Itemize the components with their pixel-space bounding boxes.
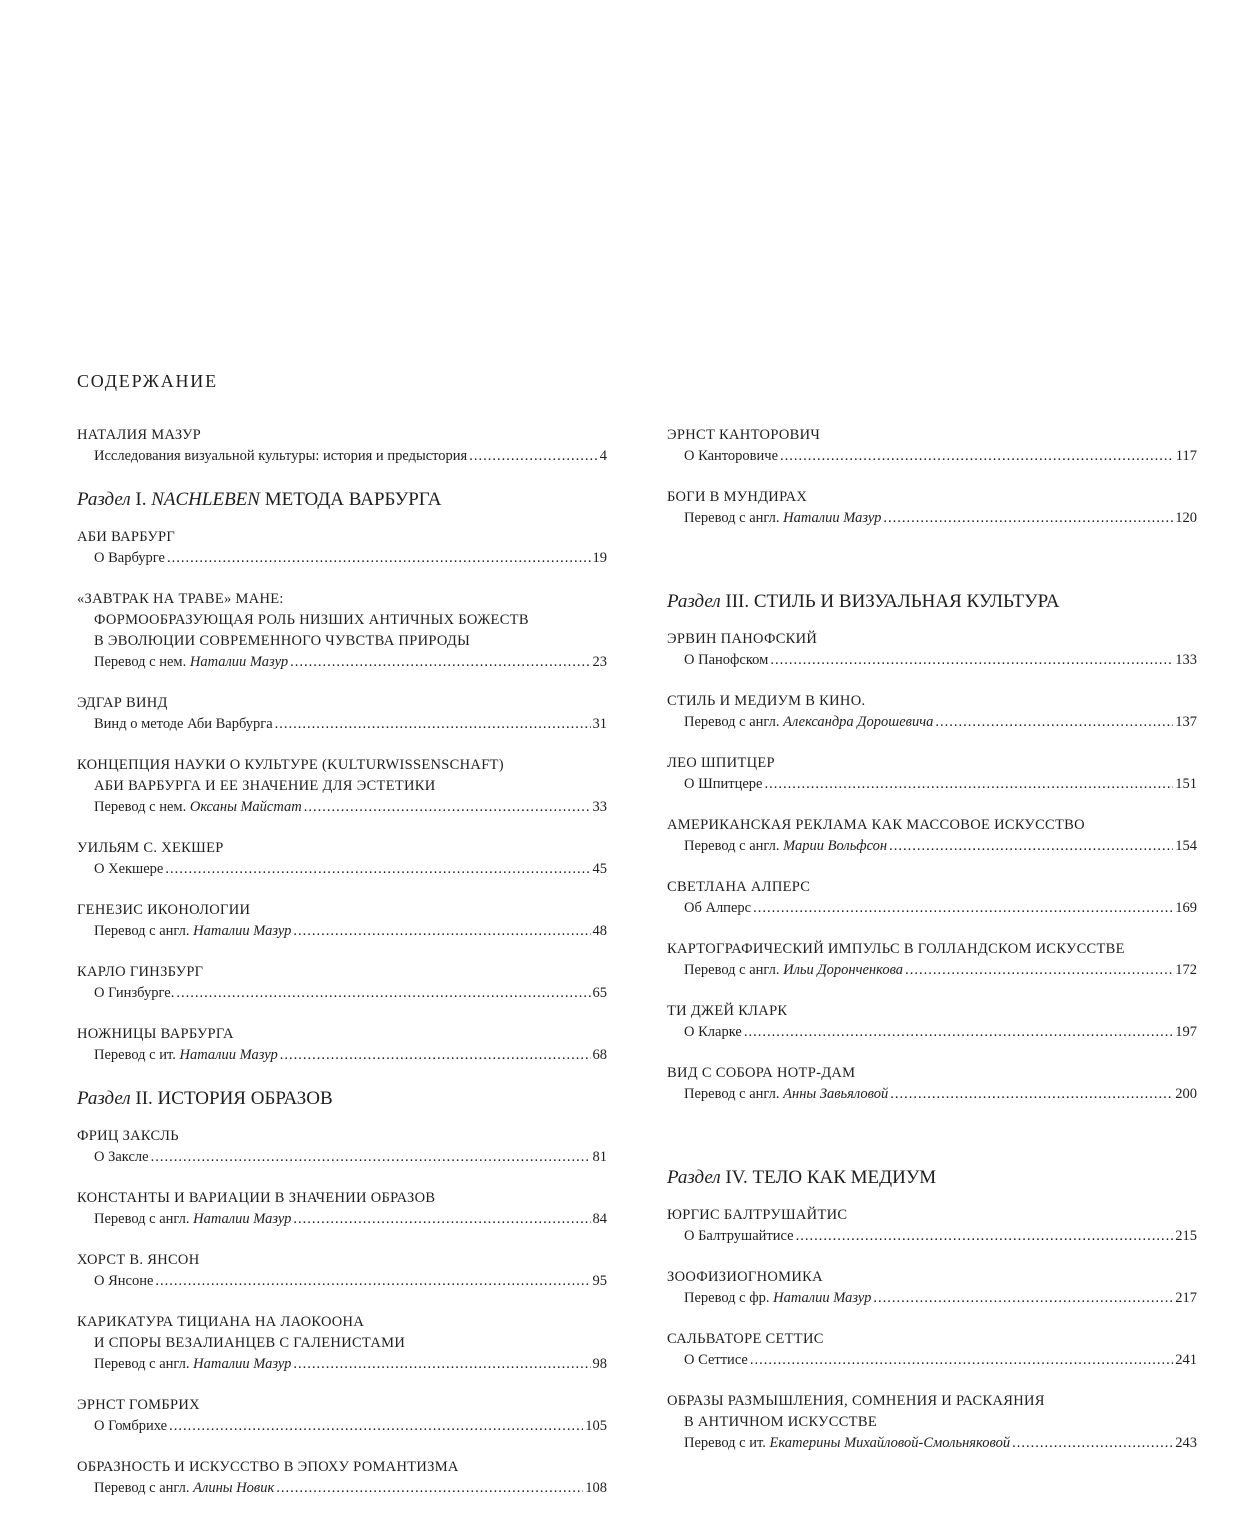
entry-heading: СТИЛЬ И МЕДИУМ В КИНО.	[667, 693, 866, 709]
entry-heading: КОНСТАНТЫ И ВАРИАЦИИ В ЗНАЧЕНИИ ОБРАЗОВ	[77, 1190, 436, 1206]
entry-title: О Сеттисе	[684, 1352, 748, 1368]
column-gap	[667, 549, 1197, 585]
section-heading-3	[667, 589, 1197, 615]
entry-title: Перевод с англ. Александра Дорошевича	[684, 714, 934, 730]
entry-title: Об Алперс	[684, 900, 752, 916]
translator: Алины Новик	[193, 1480, 275, 1496]
leader-dots	[293, 1209, 590, 1230]
toc-entry-intro	[77, 425, 607, 467]
entry-title: Перевод с ит. Наталии Мазур	[94, 1047, 278, 1063]
toc-line[interactable]	[667, 1288, 1197, 1309]
section-term: NACHLEBEN	[151, 489, 260, 510]
page-number: 81	[592, 1149, 607, 1165]
toc-entry	[667, 487, 1197, 529]
toc-entry	[77, 755, 607, 818]
section-heading-1	[77, 487, 607, 513]
entry-title: О Хекшере	[94, 861, 164, 877]
entry-heading: КАРИКАТУРА ТИЦИАНА НА ЛАОКООНА	[77, 1314, 365, 1330]
entry-heading: КОНЦЕПЦИЯ НАУКИ О КУЛЬТУРЕ (KULTURWISSENSCHAFT)	[77, 757, 504, 773]
leader-dots	[935, 712, 1173, 733]
entry-title: Перевод с ит. Екатерины Михайловой-Смольняковой	[684, 1435, 1011, 1451]
page-number: 48	[592, 923, 607, 939]
page-number: 98	[592, 1356, 607, 1372]
toc-line[interactable]	[77, 1478, 607, 1499]
entry-heading: АБИ ВАРБУРГ	[77, 529, 176, 545]
page-number: 133	[1175, 652, 1197, 668]
entry-title: О Гомбрихе	[94, 1418, 168, 1434]
page-number: 33	[592, 799, 607, 815]
toc-entry	[667, 1063, 1197, 1105]
section-heading-2	[77, 1086, 607, 1112]
entry-title: Перевод с англ. Алины Новик	[94, 1480, 275, 1496]
toc-right-column	[667, 425, 1197, 1474]
toc-line[interactable]	[77, 1354, 607, 1375]
entry-title: Перевод с англ. Анны Завьяловой	[684, 1086, 889, 1102]
entry-heading: ГЕНЕЗИС ИКОНОЛОГИИ	[77, 902, 251, 918]
entry-heading: БОГИ В МУНДИРАХ	[667, 489, 808, 505]
entry-heading: ФОРМООБРАЗУЮЩАЯ РОЛЬ НИЗШИХ АНТИЧНЫХ БОЖЕСТВ	[94, 612, 529, 628]
translator: Анны Завьяловой	[783, 1086, 889, 1102]
toc-line[interactable]	[77, 1271, 607, 1292]
leader-dots	[890, 1084, 1173, 1105]
entry-heading: СВЕТЛАНА АЛПЕРС	[667, 879, 811, 895]
entry-heading: В ЭВОЛЮЦИИ СОВРЕМЕННОГО ЧУВСТВА ПРИРОДЫ	[94, 633, 471, 649]
section-name: ИСТОРИЯ ОБРАЗОВ	[157, 1088, 333, 1109]
toc-entry	[77, 1457, 607, 1499]
page-number: 19	[592, 550, 607, 566]
leader-dots	[469, 446, 598, 467]
toc-entry	[77, 693, 607, 735]
toc-line[interactable]	[77, 1416, 607, 1437]
toc-line[interactable]	[77, 1147, 607, 1168]
toc-line[interactable]	[667, 774, 1197, 795]
entry-heading: ЭРНСТ ГОМБРИХ	[77, 1397, 200, 1413]
leader-dots	[293, 921, 590, 942]
entry-heading: НОЖНИЦЫ ВАРБУРГА	[77, 1026, 234, 1042]
section-heading-4	[667, 1165, 1197, 1191]
page-number: 65	[592, 985, 607, 1001]
toc-line[interactable]	[667, 1226, 1197, 1247]
translator: Наталии Мазур	[193, 1356, 292, 1372]
entry-title: Перевод с англ. Наталии Мазур	[94, 1211, 292, 1227]
translator: Екатерины Михайловой-Смольняковой	[769, 1435, 1011, 1451]
page-number: 68	[592, 1047, 607, 1063]
translator: Наталии Мазур	[179, 1047, 278, 1063]
toc-entry	[667, 1329, 1197, 1371]
leader-dots	[275, 714, 591, 735]
page-number: 215	[1175, 1228, 1197, 1244]
entry-heading: И СПОРЫ ВЕЗАЛИАНЦЕВ С ГАЛЕНИСТАМИ	[94, 1335, 406, 1351]
translator: Оксаны Майстат	[189, 799, 302, 815]
toc-line[interactable]	[667, 508, 1197, 529]
leader-dots	[744, 1022, 1173, 1043]
page-number: 243	[1175, 1435, 1197, 1451]
section-name: ТЕЛО КАК МЕДИУМ	[752, 1167, 937, 1188]
entry-heading: «ЗАВТРАК НА ТРАВЕ» МАНЕ:	[77, 591, 284, 607]
toc-entry	[667, 691, 1197, 733]
leader-dots	[873, 1288, 1173, 1309]
leader-dots	[905, 960, 1173, 981]
leader-dots	[780, 446, 1174, 467]
entry-heading: ЛЕО ШПИТЦЕР	[667, 755, 775, 771]
toc-line[interactable]	[77, 652, 607, 673]
entry-title: О Заксле	[94, 1149, 149, 1165]
section-number: II.	[135, 1088, 153, 1109]
translator: Марии Вольфсон	[783, 838, 888, 854]
page-number: 217	[1175, 1290, 1197, 1306]
section-label: Раздел	[77, 1088, 131, 1109]
toc-line[interactable]	[77, 983, 607, 1004]
toc-entry	[667, 629, 1197, 671]
toc-entry	[77, 1126, 607, 1168]
toc-line[interactable]	[667, 960, 1197, 981]
toc-line[interactable]	[667, 1022, 1197, 1043]
toc-line[interactable]	[667, 650, 1197, 671]
section-label: Раздел	[667, 1167, 721, 1188]
leader-dots	[293, 1354, 590, 1375]
entry-heading: ЗООФИЗИОГНОМИКА	[667, 1269, 823, 1285]
toc-entry	[77, 1312, 607, 1375]
entry-title: О Панофском	[684, 652, 769, 668]
entry-heading: АМЕРИКАНСКАЯ РЕКЛАМА КАК МАССОВОЕ ИСКУССТВО	[667, 817, 1085, 833]
page-number: 241	[1175, 1352, 1197, 1368]
translator: Наталии Мазур	[193, 1211, 292, 1227]
leader-dots	[883, 508, 1173, 529]
entry-heading: КАРТОГРАФИЧЕСКИЙ ИМПУЛЬС В ГОЛЛАНДСКОМ ИСКУССТВЕ	[667, 941, 1125, 957]
leader-dots	[796, 1226, 1174, 1247]
leader-dots	[176, 983, 590, 1004]
page-number: 137	[1175, 714, 1197, 730]
toc-line[interactable]	[667, 446, 1197, 467]
section-name: СТИЛЬ И ВИЗУАЛЬНАЯ КУЛЬТУРА	[753, 591, 1060, 612]
leader-dots	[770, 650, 1173, 671]
section-number: III.	[725, 591, 750, 612]
toc-line[interactable]	[667, 1433, 1197, 1454]
entry-heading: САЛЬВАТОРЕ СЕТТИС	[667, 1331, 824, 1347]
column-gap	[667, 1125, 1197, 1161]
page-number: 172	[1175, 962, 1197, 978]
entry-heading: ОБРАЗЫ РАЗМЫШЛЕНИЯ, СОМНЕНИЯ И РАСКАЯНИЯ	[667, 1393, 1045, 1409]
toc-line[interactable]	[77, 548, 607, 569]
page-number: 200	[1175, 1086, 1197, 1102]
section-name: МЕТОДА ВАРБУРГА	[264, 489, 442, 510]
entry-heading: ЭРВИН ПАНОФСКИЙ	[667, 631, 818, 647]
toc-entry	[667, 877, 1197, 919]
leader-dots	[889, 836, 1173, 857]
page-number: 105	[585, 1418, 607, 1434]
section-label: Раздел	[77, 489, 131, 510]
toc-line[interactable]	[77, 921, 607, 942]
leader-dots	[276, 1478, 583, 1499]
toc-entry	[667, 753, 1197, 795]
entry-heading: В АНТИЧНОМ ИСКУССТВЕ	[684, 1414, 877, 1430]
leader-dots	[151, 1147, 591, 1168]
leader-dots	[165, 859, 590, 880]
page-number: 45	[592, 861, 607, 877]
page-title: СОДЕРЖАНИЕ	[77, 371, 218, 391]
entry-title: О Варбурге	[94, 550, 165, 566]
page-number: 120	[1175, 510, 1197, 526]
toc-entry	[77, 900, 607, 942]
page-number: 151	[1175, 776, 1197, 792]
toc-line[interactable]	[77, 1045, 607, 1066]
entry-title: Перевод с англ. Наталии Мазур	[684, 510, 882, 526]
toc-line[interactable]	[77, 714, 607, 735]
toc-entry	[667, 1267, 1197, 1309]
page-number: 31	[592, 716, 607, 732]
translator: Наталии Мазур	[773, 1290, 872, 1306]
translator: Александра Дорошевича	[783, 714, 934, 730]
entry-heading: ХОРСТ В. ЯНСОН	[77, 1252, 200, 1268]
toc-entry	[77, 527, 607, 569]
entry-title: Перевод с англ. Ильи Доронченкова	[684, 962, 904, 978]
entry-title: О Шпитцере	[684, 776, 763, 792]
entry-title: Перевод с нем. Оксаны Майстат	[94, 799, 302, 815]
section-label: Раздел	[667, 591, 721, 612]
section-number: IV.	[725, 1167, 748, 1188]
leader-dots	[290, 652, 590, 673]
entry-title: О Янсоне	[94, 1273, 154, 1289]
translator: Ильи Доронченкова	[783, 962, 904, 978]
toc-entry	[77, 1024, 607, 1066]
entry-title: Перевод с англ. Наталии Мазур	[94, 923, 292, 939]
section-number: I.	[135, 489, 147, 510]
leader-dots	[753, 898, 1173, 919]
entry-heading: ФРИЦ ЗАКСЛЬ	[77, 1128, 179, 1144]
toc-line[interactable]	[77, 1209, 607, 1230]
leader-dots	[167, 548, 591, 569]
entry-heading: ВИД С СОБОРА НОТР-ДАМ	[667, 1065, 856, 1081]
toc-line[interactable]	[667, 898, 1197, 919]
toc-entry	[667, 815, 1197, 857]
toc-entry	[667, 425, 1197, 467]
entry-heading: ЭДГАР ВИНД	[77, 695, 168, 711]
page-number: 23	[592, 654, 607, 670]
entry-title: О Гинзбурге.	[94, 985, 175, 1001]
page-number: 154	[1175, 838, 1197, 854]
entry-heading: УИЛЬЯМ С. ХЕКШЕР	[77, 840, 224, 856]
entry-heading: ОБРАЗНОСТЬ И ИСКУССТВО В ЭПОХУ РОМАНТИЗМА	[77, 1459, 459, 1475]
toc-line[interactable]	[667, 1350, 1197, 1371]
entry-title: Перевод с фр. Наталии Мазур	[684, 1290, 872, 1306]
toc-entry	[667, 1391, 1197, 1454]
entry-heading: ЮРГИС БАЛТРУШАЙТИС	[667, 1207, 848, 1223]
toc-left-column	[77, 425, 607, 1519]
entry-title: О Балтрушайтисе	[684, 1228, 794, 1244]
toc-entry	[667, 1205, 1197, 1247]
entry-heading: ТИ ДЖЕЙ КЛАРК	[667, 1003, 788, 1019]
page-number: 4	[599, 448, 607, 464]
leader-dots	[750, 1350, 1173, 1371]
translator: Наталии Мазур	[193, 923, 292, 939]
toc-entry	[667, 1001, 1197, 1043]
toc-line[interactable]	[667, 836, 1197, 857]
toc-entry	[667, 939, 1197, 981]
toc-entry	[77, 962, 607, 1004]
page-number: 169	[1175, 900, 1197, 916]
toc-entry	[77, 1250, 607, 1292]
entry-heading: АБИ ВАРБУРГА И ЕЕ ЗНАЧЕНИЕ ДЛЯ ЭСТЕТИКИ	[94, 778, 436, 794]
entry-title: Исследования визуальной культуры: история и предыстория	[94, 448, 468, 464]
toc-entry	[77, 1188, 607, 1230]
page-number: 117	[1175, 448, 1197, 464]
toc-line[interactable]	[77, 446, 607, 467]
entry-heading: КАРЛО ГИНЗБУРГ	[77, 964, 204, 980]
entry-title: О Кларке	[684, 1024, 742, 1040]
leader-dots	[304, 797, 591, 818]
entry-title: Перевод с англ. Марии Вольфсон	[684, 838, 888, 854]
page-number: 95	[592, 1273, 607, 1289]
entry-title: Перевод с англ. Наталии Мазур	[94, 1356, 292, 1372]
translator: Наталии Мазур	[189, 654, 289, 670]
toc-line[interactable]	[667, 712, 1197, 733]
page-number: 197	[1175, 1024, 1197, 1040]
page-number: 108	[585, 1480, 607, 1496]
entry-title: Перевод с нем. Наталии Мазур	[94, 654, 289, 670]
toc-line[interactable]	[667, 1084, 1197, 1105]
entry-heading: ЭРНСТ КАНТОРОВИЧ	[667, 427, 821, 443]
entry-title: О Канторовиче	[684, 448, 779, 464]
toc-entry	[77, 1395, 607, 1437]
leader-dots	[280, 1045, 591, 1066]
leader-dots	[764, 774, 1173, 795]
toc-entry	[77, 838, 607, 880]
page-number: 84	[592, 1211, 607, 1227]
translator: Наталии Мазур	[783, 510, 882, 526]
leader-dots	[169, 1416, 583, 1437]
entry-title: Винд о методе Аби Варбурга	[94, 716, 273, 732]
leader-dots	[155, 1271, 590, 1292]
toc-line[interactable]	[77, 797, 607, 818]
toc-entry	[77, 589, 607, 673]
leader-dots	[1012, 1433, 1173, 1454]
entry-author: НАТАЛИЯ МАЗУР	[77, 427, 202, 443]
toc-line[interactable]	[77, 859, 607, 880]
